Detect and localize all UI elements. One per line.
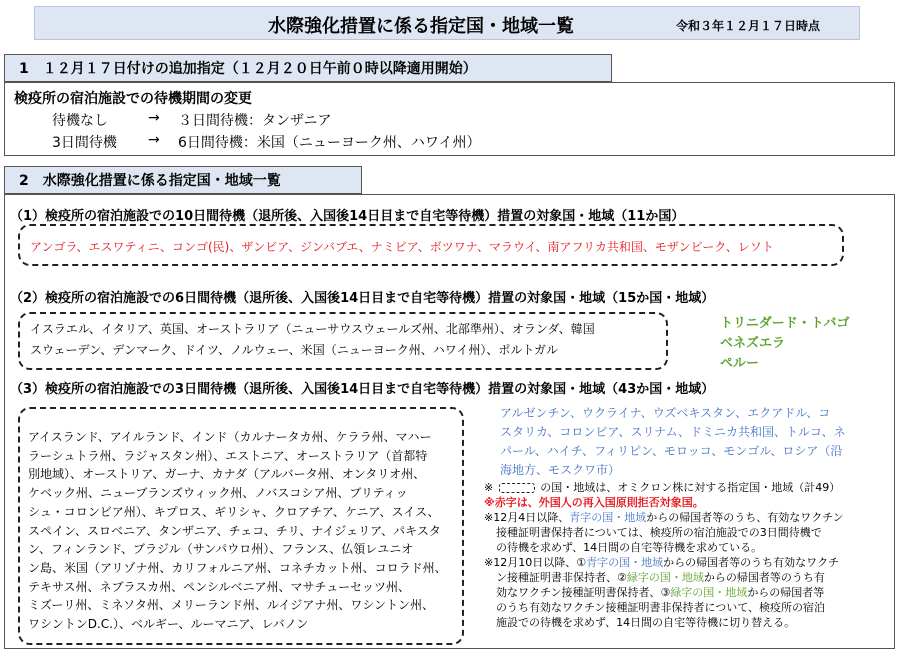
group3-line: 別地域）、オーストリア、ガーナ、カナダ（アルバータ州、オンタリオ州、 [28,467,426,482]
blue-line: アルゼンチン、ウクライナ、ウズベキスタン、エクアドル、コ [500,406,831,420]
group1-title: （1）検疫所の宿泊施設での10日間待機（退所後、入国後14日目まで自宅等待機）措置の対象国・地域（11か国） [10,209,685,224]
group3-line: シュ・コロンビア州）、キプロス、ギリシャ、クロアチア、ケニア、スイス、 [28,504,440,519]
note-dec10-line2: ン接種証明書非保持者、②緑字の国・地域からの帰国者等のうち有 [496,571,825,584]
note-dec4-line2: 接種証明書保持者については、検疫所の宿泊施設での3日間待機で [496,526,822,539]
group3-line: スペイン、スロベニア、タンザニア、チェコ、チリ、ナイジェリア、パキスタ [28,523,441,538]
group2-green-country-3: ペルー [720,356,760,371]
group3-line: ミズーリ州、ミネソタ州、メリーランド州、ルイジアナ州、ワシントン州、 [28,598,435,613]
group3-line: テキサス州、ネブラスカ州、ペンシルベニア州、マサチューセッツ州、 [28,579,410,594]
section1-heading: 1 １２月１７日付けの追加指定（１２月２０日午前０時以降適用開始） [4,54,612,82]
blue-line: パール、ハイチ、フィリピン、モロッコ、モンゴル、ロシア（沿 [500,444,843,458]
notes-block [484,480,889,630]
group3-line: アイスランド、アイルランド、インド（カルナータカ州、ケララ州、マハー [28,430,432,444]
group3-line: ラーシュトラ州、ラジャスタン州）、エストニア、オーストラリア（首都特 [28,448,428,463]
dashed-legend-icon [499,483,535,493]
group3-line: ケベック州、ニューブランズウィック州、ノバスコシア州、ブリティッ [28,486,408,501]
group2-green-country-1: トリニダード・トバゴ [720,316,850,331]
page-title: 水際強化措置に係る指定国・地域一覧 [268,16,574,37]
group1-countries: アンゴラ、エスワティニ、コンゴ(民)、ザンビア、ジンバブエ、ナミビア、ボツワナ、マラウイ、南アフリカ共和国、モザンビーク、レソト [30,240,774,254]
group2-countries-line-1: イスラエル、イタリア、英国、オーストラリア（ニューサウスウェールズ州、北部準州）、オランダ、韓国 [30,322,595,336]
group3-title: （3）検疫所の宿泊施設での3日間待機（退所後、入国後14日目まで自宅等待機）措置の対象国・地域（43か国・地域） [10,382,715,397]
group3-line: ワシントンD.C.）、ベルギー、ルーマニア、レバノン [28,617,309,632]
group2-green-country-2: ベネズエラ [720,336,786,351]
note-dec10-line4: のうち有効なワクチン接種証明書非保持者について、検疫所の宿泊 [496,601,826,614]
section2-heading: 2 水際強化措置に係る指定国・地域一覧 [4,166,362,194]
group3-line: ン、フィンランド、ブラジル（サンパウロ州）、フランス、仏領レユニオ [28,542,414,557]
note-dec10-line5: 施設での待機を求めず、14日間の自宅等待機に切り替える。 [496,616,796,629]
note-dec4-line3: の待機を求めず、14日間の自宅等待機を求めている。 [496,541,763,554]
section1-subheading: 検疫所の宿泊施設での待機期間の変更 [14,91,252,107]
group3-blue-countries [500,404,845,480]
blue-line: スタリカ、コロンビア、スリナム、ドミニカ共和国、トルコ、ネ [500,425,846,439]
group2-countries-line-2: スウェーデン、デンマーク、ドイツ、ノルウェー、米国（ニューヨーク州、ハワイ州）、ポルトガル [30,343,559,357]
as-of-date: 令和３年１２月１７日時点 [676,19,821,33]
note-dec10-line3: 効なワクチン接種証明書保持者、③緑字の国・地域からの帰国者等 [496,586,825,599]
change-row-2-to: 6日間待機：米国（ニューヨーク州、ハワイ州） [178,135,481,151]
change-row-1-to: ３日間待機：タンザニア [178,113,332,129]
note-red: ※赤字は、外国人の再入国原則拒否対象国。 [484,496,704,509]
group3-line: ン島、米国（アリゾナ州、カリフォルニア州、コネチカット州、コロラド州、 [28,560,447,575]
blue-line: 海地方、モスクワ市） [500,463,621,477]
group2-title: （2）検疫所の宿泊施設での6日間待機（退所後、入国後14日目まで自宅等待機）措置の対象国・地域（15か国・地域） [10,291,715,306]
change-row-2-from: 3日間待機 [52,135,117,151]
change-row-1-arrow: → [148,110,160,126]
group3-countries [28,428,458,634]
change-row-2-arrow: → [148,132,160,148]
note-omicron: ※ の国・地域は、オミクロン株に対する指定国・地域（計49） [484,481,841,494]
note-dec10: ※12月10日以降、①青字の国・地域からの帰国者等のうち有効なワクチ [484,556,840,569]
change-row-1-from: 待機なし [52,113,108,129]
note-dec4: ※12月4日以降、青字の国・地域からの帰国者等のうち、有効なワクチン [484,511,844,524]
